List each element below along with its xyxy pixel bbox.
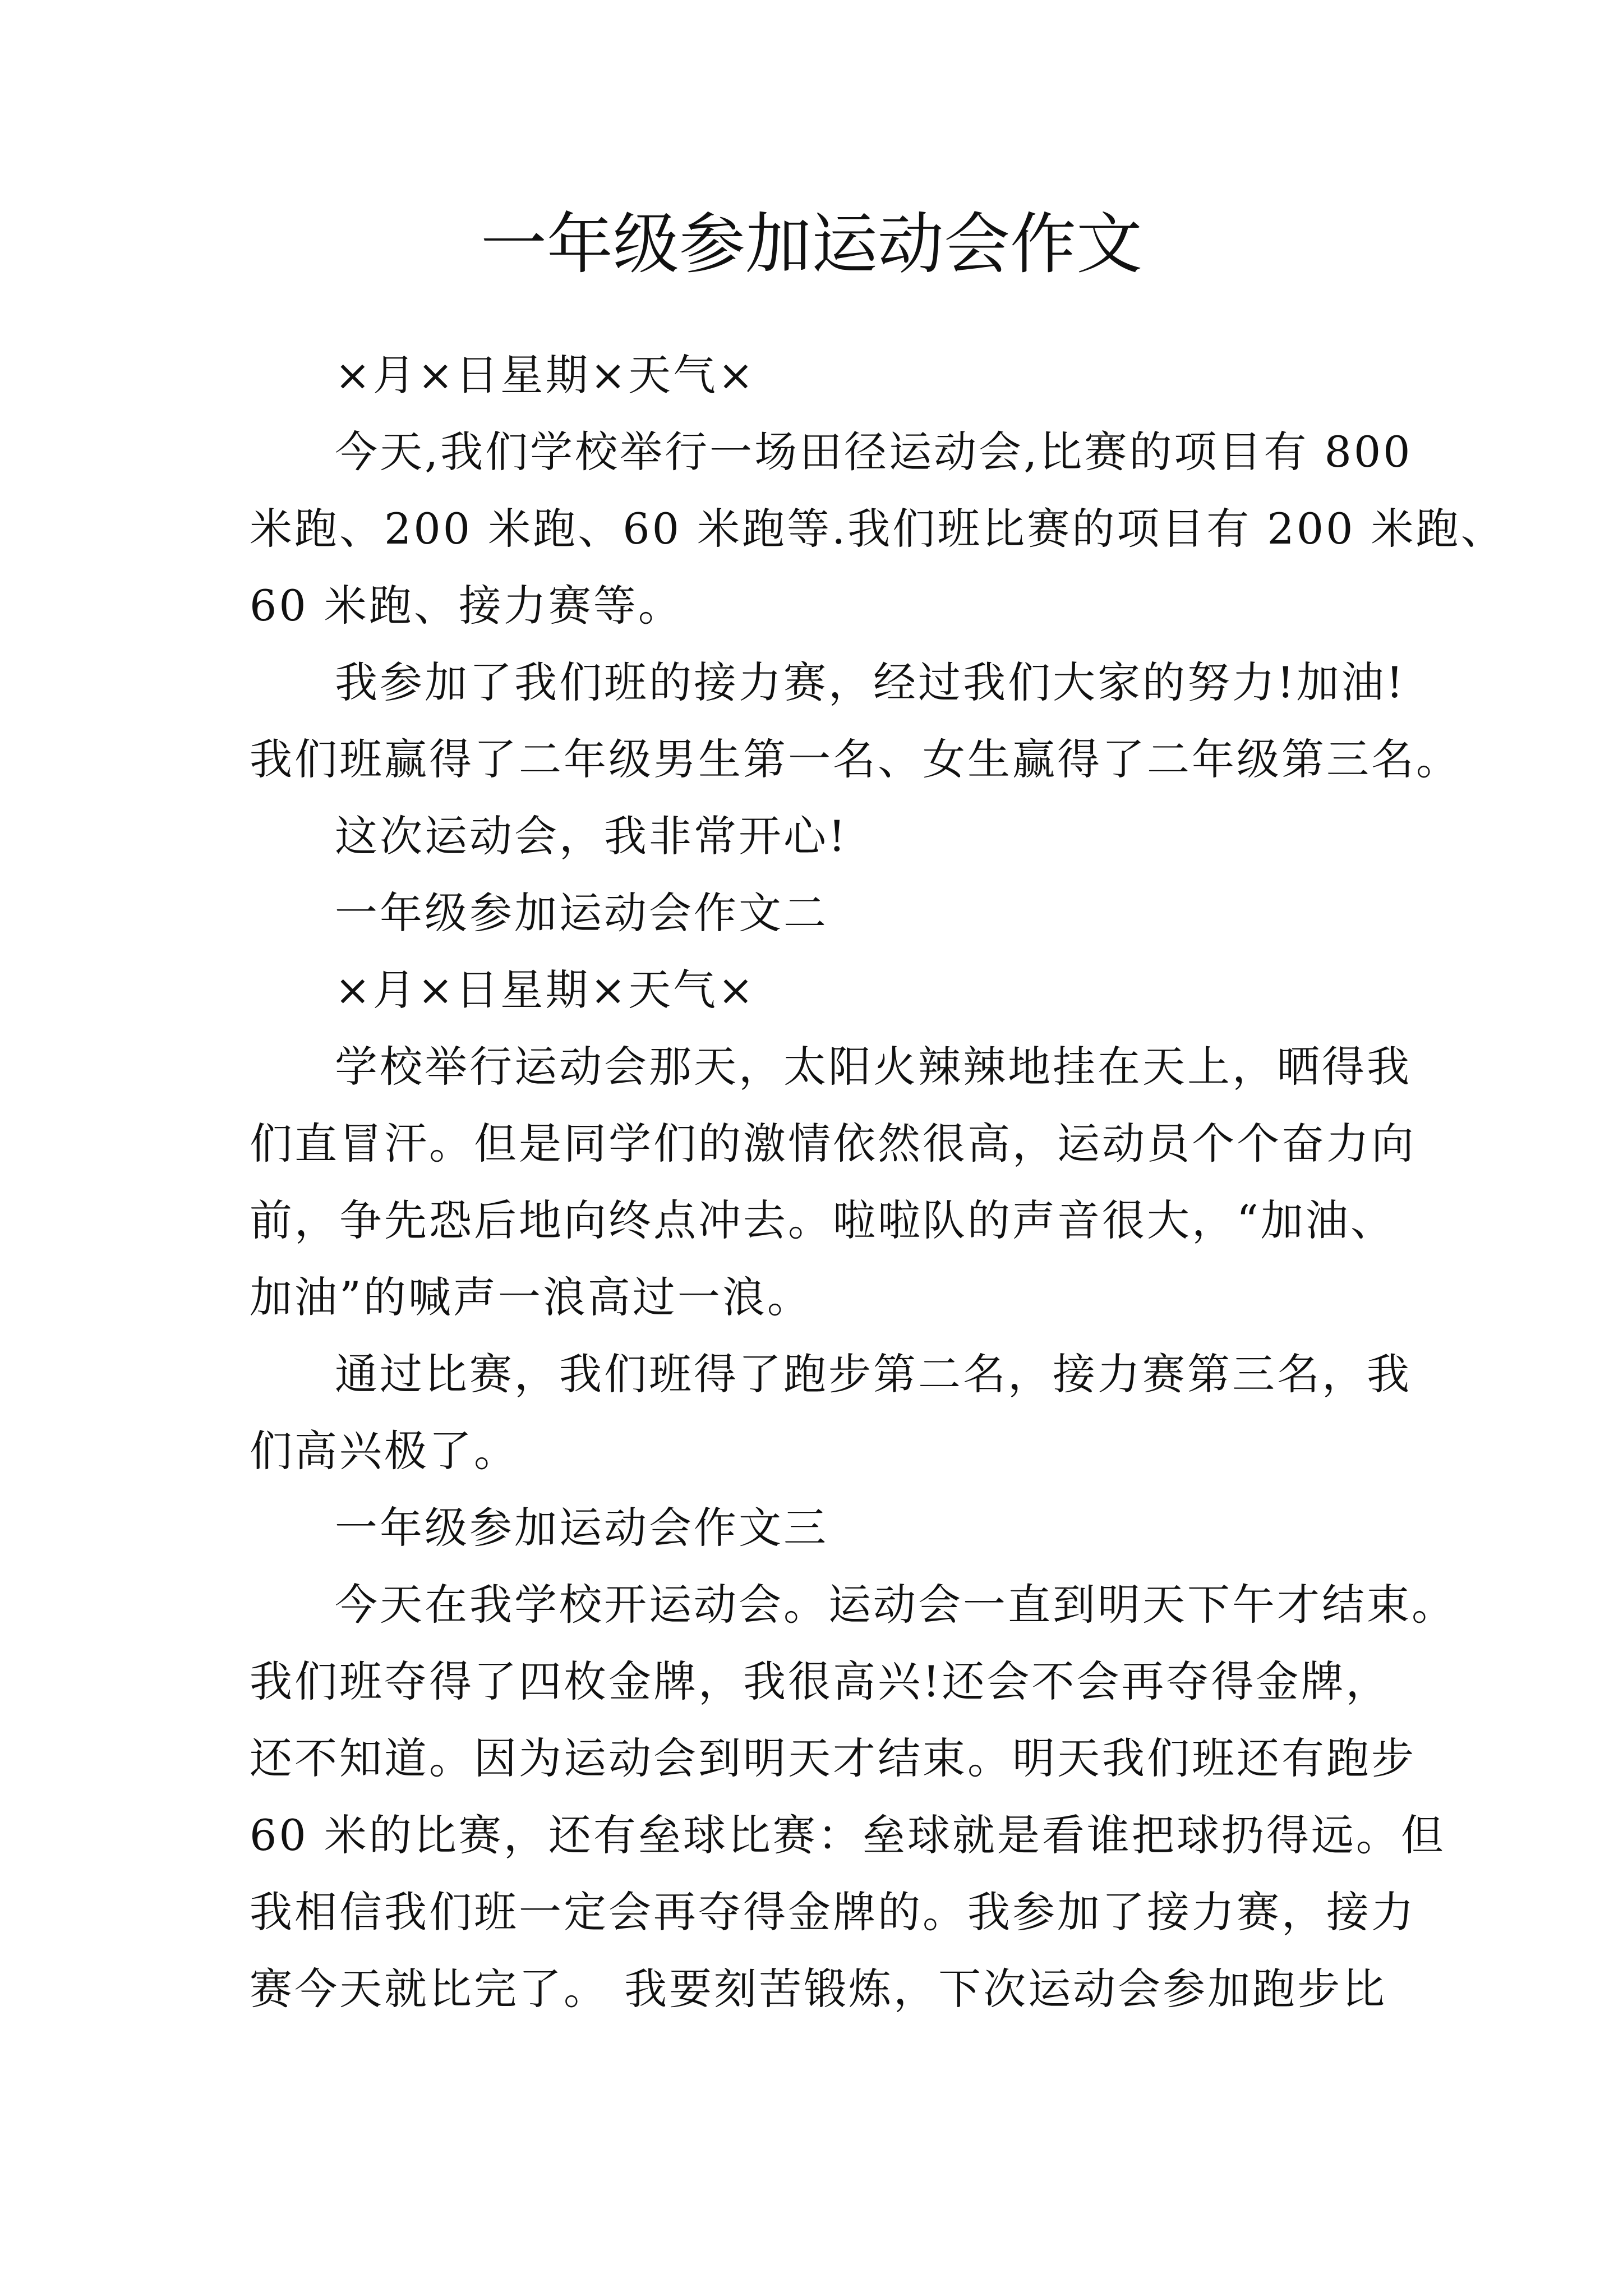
paragraph-line: 还不知道。因为运动会到明天才结束。明天我们班还有跑步 <box>250 1733 1416 1783</box>
paragraph-line: 们直冒汗。但是同学们的激情依然很高，运动员个个奋力向 <box>250 1119 1416 1168</box>
document-body <box>250 337 1506 2027</box>
paragraph-line: 赛今天就比完了。 我要刻苦锻炼，下次运动会参加跑步比 <box>250 1964 1387 2014</box>
paragraph-line: 加油”的喊声一浪高过一浪。 <box>250 1272 812 1322</box>
date-weather-line: ×月×日星期×天气× <box>335 965 756 1015</box>
date-weather-line: ×月×日星期×天气× <box>335 350 756 400</box>
paragraph-line: 今天,我们学校举行一场田径运动会,比赛的项目有 800 <box>335 427 1413 477</box>
paragraph-line: 今天在我学校开运动会。运动会一直到明天下午才结束。 <box>335 1580 1456 1630</box>
paragraph-line: 我参加了我们班的接力赛，经过我们大家的努力!加油! <box>335 657 1406 707</box>
document-title: 一年级参加运动会作文 <box>480 205 1142 283</box>
paragraph-line: 60 米跑、接力赛等。 <box>250 581 683 631</box>
paragraph-line: 我相信我们班一定会再夺得金牌的。我参加了接力赛，接力 <box>250 1887 1416 1937</box>
paragraph-line: 学校举行运动会那天，太阳火辣辣地挂在天上，晒得我 <box>335 1042 1412 1092</box>
section-heading: 一年级参加运动会作文二 <box>335 888 828 938</box>
paragraph-line: 这次运动会，我非常开心! <box>335 811 848 861</box>
paragraph-line: 前，争先恐后地向终点冲去。啦啦队的声音很大，“加油、 <box>250 1195 1395 1245</box>
section-heading: 一年级参加运动会作文三 <box>335 1503 828 1553</box>
paragraph-line: 米跑、200 米跑、60 米跑等.我们班比赛的项目有 200 米跑、 <box>250 504 1506 554</box>
paragraph-line: 我们班夺得了四枚金牌，我很高兴!还会不会再夺得金牌， <box>250 1657 1391 1706</box>
paragraph-line: 我们班赢得了二年级男生第一名、女生赢得了二年级第三名。 <box>250 734 1461 784</box>
paragraph-line: 通过比赛，我们班得了跑步第二名，接力赛第三名，我 <box>335 1349 1412 1399</box>
paragraph-line: 们高兴极了。 <box>250 1426 519 1476</box>
paragraph-line: 60 米的比赛，还有垒球比赛：垒球就是看谁把球扔得远。但 <box>250 1810 1446 1860</box>
